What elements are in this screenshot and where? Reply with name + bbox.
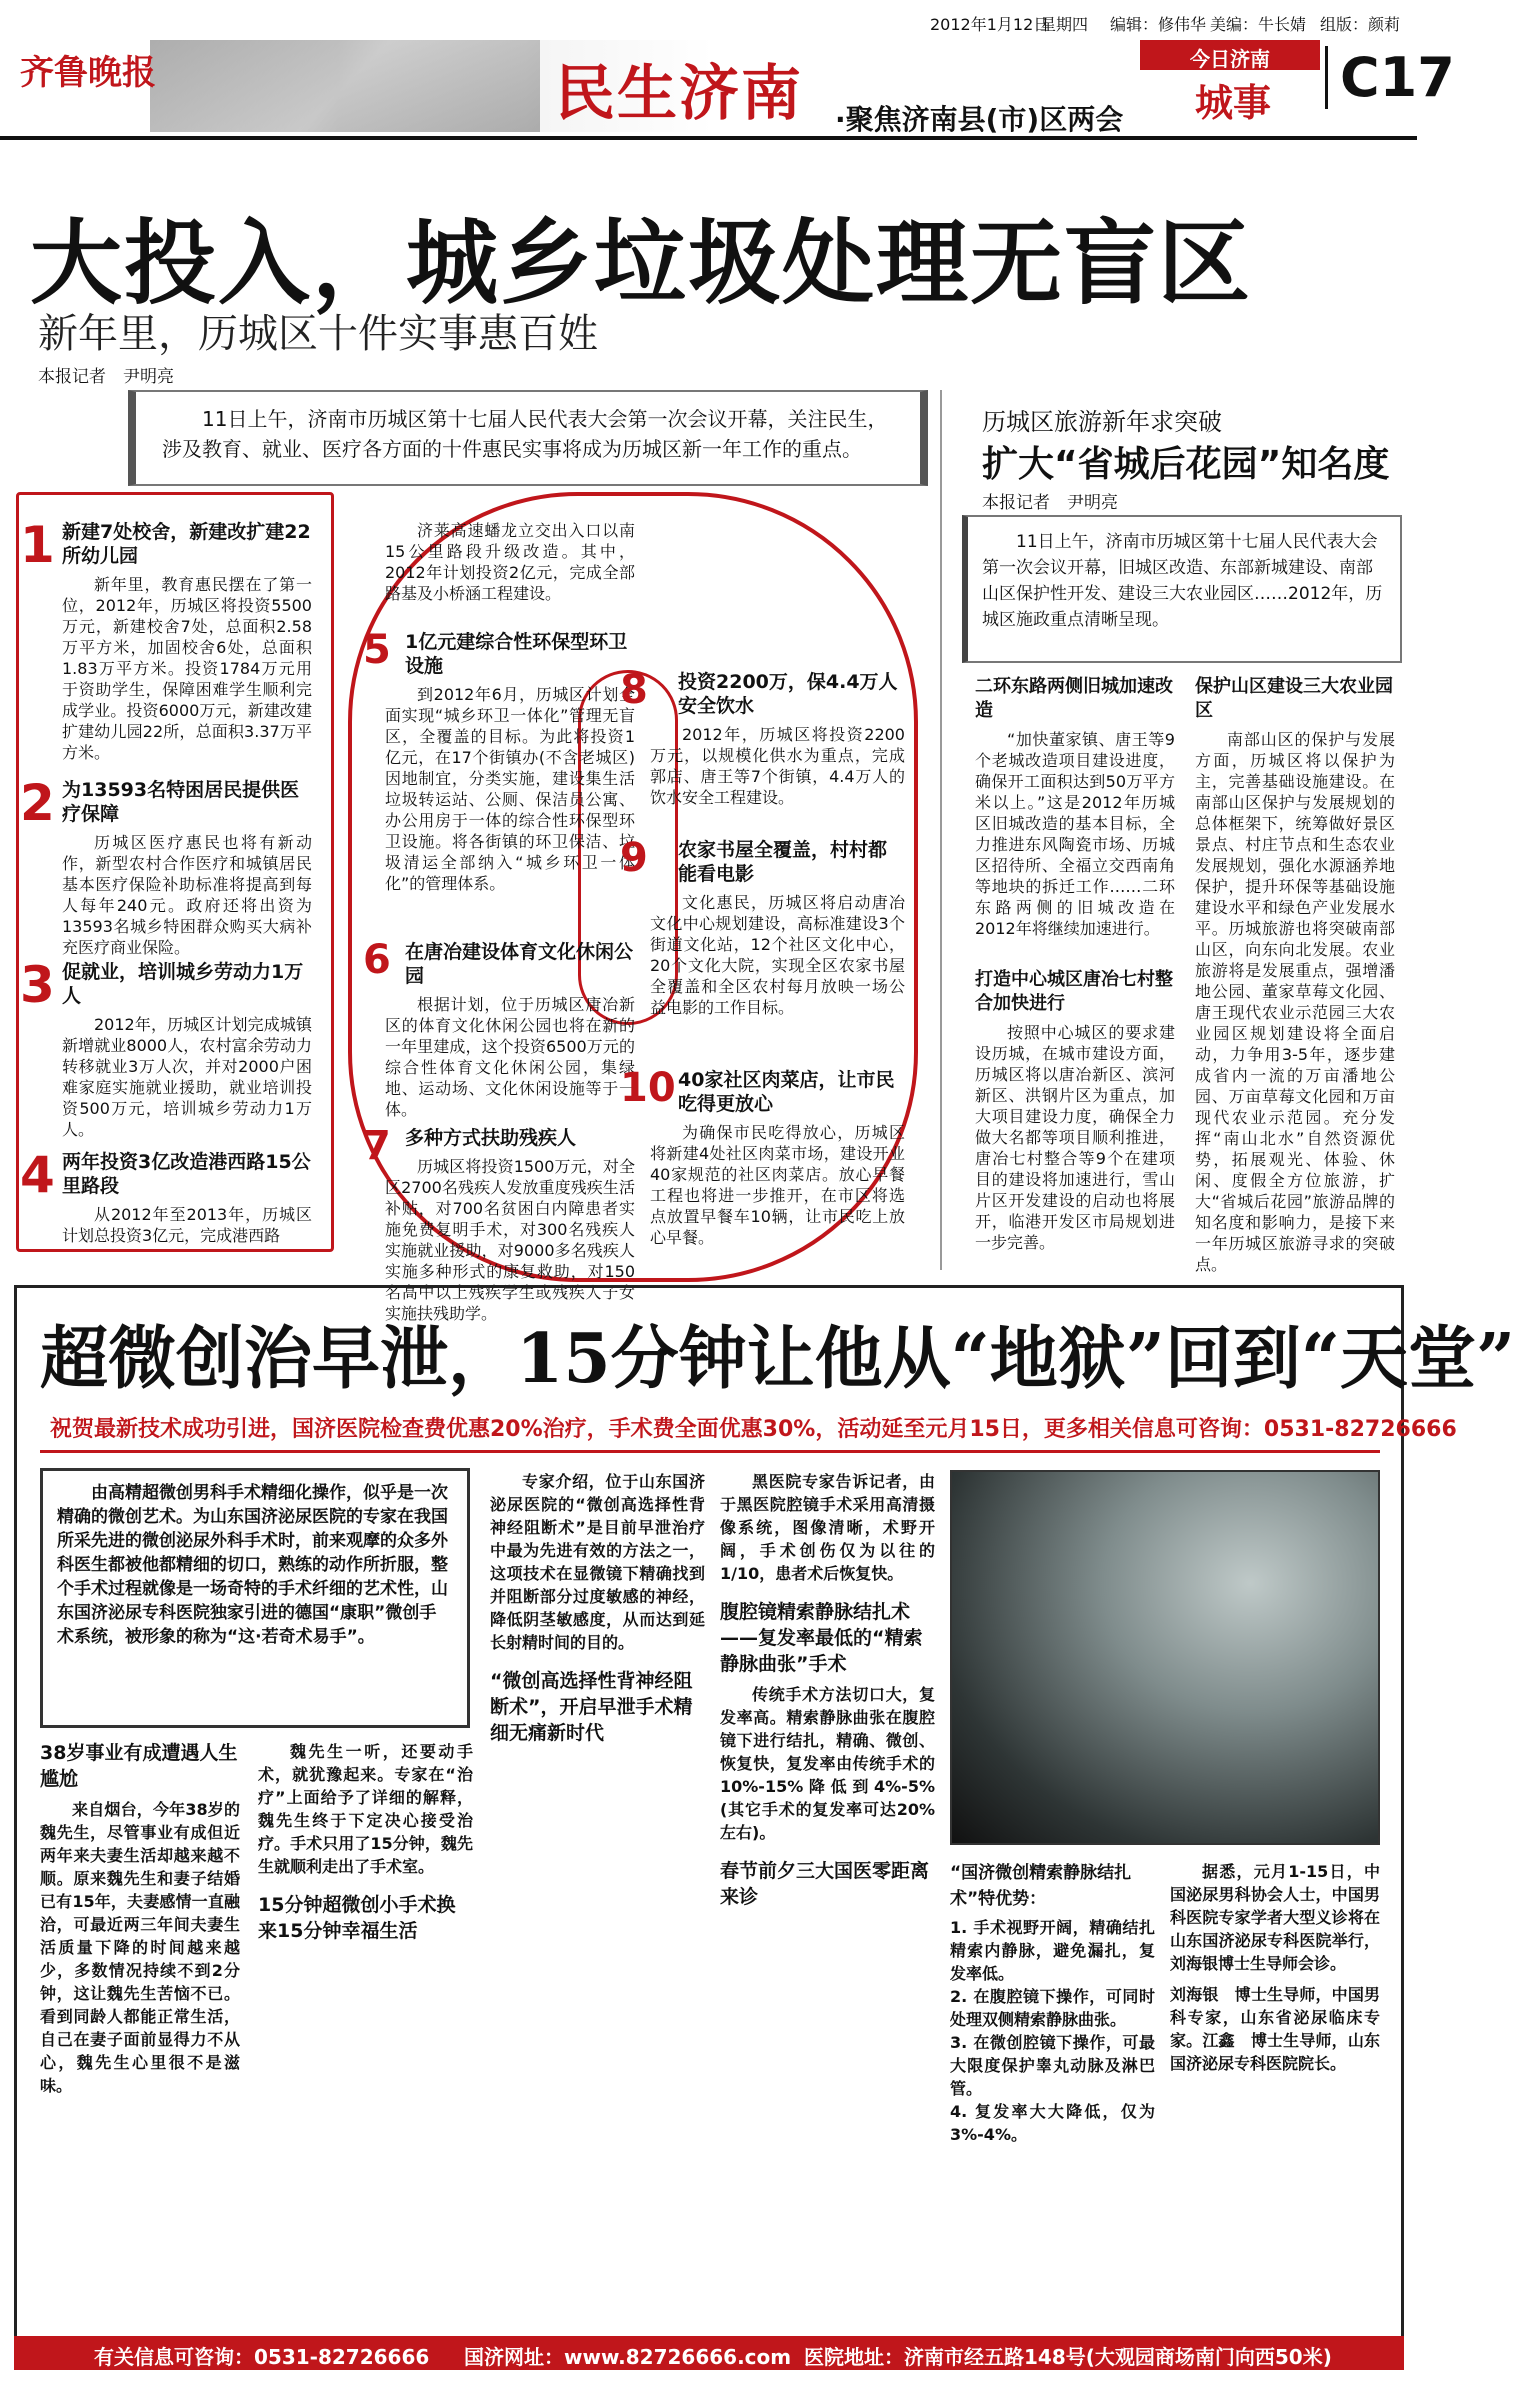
issue-weekday: 星期四 — [1040, 15, 1089, 34]
art-credit: 美编：牛长婧 — [1210, 15, 1307, 34]
main-byline: 本报记者 尹明亮 — [38, 367, 174, 387]
side-kicker: 历城区旅游新年求突破 — [982, 408, 1222, 436]
item-heading: 多种方式扶助残疾人 — [405, 1127, 577, 1149]
ad-column-4 — [720, 1470, 935, 1910]
item-3 — [20, 956, 312, 1140]
ad-subheading: 春节前夕三大国医零距离来诊 — [720, 1860, 930, 1908]
item-heading: 农家书屋全覆盖，村村都能看电影 — [678, 839, 888, 885]
side-headline: 扩大“省城后花园”知名度 — [982, 444, 1390, 485]
item-number: 6 — [363, 937, 391, 983]
ad-footer-website: 国济网址：www.82726666.com — [464, 2345, 792, 2369]
today-label: 今日济南 — [1140, 40, 1320, 70]
column-divider — [940, 390, 942, 1270]
main-lead: 11日上午，济南市历城区第十七届人民代表大会第一次会议开幕，关注民生，涉及教育、就业、医疗各方面的十件惠民实事将成为历城区新一年工作的重点。 — [162, 407, 888, 461]
section-title: 民生济南 — [555, 59, 803, 129]
ad-advantage-item: 1. 手术视野开阔，精确结扎精索内静脉，避免漏扎，复发率低。 — [950, 1918, 1155, 1983]
header-banner-photo — [150, 40, 540, 132]
ad-subheading: “微创高选择性背神经阻断术”，开启早泄手术精细无痛新时代 — [490, 1670, 693, 1744]
side-lead: 11日上午，济南市历城区第十七届人民代表大会第一次会议开幕，旧城区改造、东部新城建设、南部山区保护性开发、建设三大农业园区……2012年，历城区施政重点清晰呈现。 — [982, 532, 1383, 630]
ad-advantage-item: 3. 在微创腔镜下操作，可最大限度保护睾丸动脉及淋巴管。 — [950, 2033, 1155, 2098]
item-body: 为确保市民吃得放心，历城区将新建4处社区肉菜市场，建设开业40家规范的社区肉菜店。放心早餐工程也将进一步推开，在市区将选点放置早餐车10辆，让市民吃上放心早餐。 — [650, 1123, 905, 1247]
main-headline: 大投入，城乡垃圾处理无盲区 — [30, 210, 1253, 317]
item-heading: 为13593名特困居民提供医疗保障 — [62, 779, 300, 825]
ad-subheading: 38岁事业有成遭遇人生尴尬 — [40, 1742, 238, 1790]
item-body: 2012年，历城区将投资2200万元，以规模化供水为重点，完成郭店、唐王等7个街镇，4.4万人的饮水安全工程建设。 — [650, 725, 905, 807]
item-4 — [20, 1146, 312, 1246]
item-5 — [363, 627, 635, 894]
side-section-body: 南部山区的保护与发展方面，历城区将以保护为主，完善基础设施建设。在南部山区保护与发展规划的总体框架下，统筹做好景区景点、村庄节点和生态农业发展规划，强化水源涵养地保护，提升环保等基础设施建设水平和绿色产业发展水平。历城旅游也将突破南部山区，向东向北发展。农业旅游将是发展重点，强增潘地公园、董家草莓文化园、唐王现代农业示范园三大农业园区规划建设将全面启动，力争用3-5年，逐步建成省内一流的万亩潘地公园、万亩草莓文化园和万亩现代农业示范园。充分发挥“南山北水”自然资源优势，拓展观光、体验、休闲、度假全方位旅游，扩大“省城后花园”旅游品牌的知名度和影响力，是接下来一年历城区旅游寻求的突破点。 — [1195, 730, 1395, 1274]
item-number: 9 — [620, 835, 648, 881]
layout-credit: 组版：颜莉 — [1320, 15, 1401, 34]
main-subheadline: 新年里，历城区十件实事惠百姓 — [38, 311, 598, 357]
ad-footer — [14, 2336, 1404, 2370]
item-9 — [620, 835, 905, 1018]
item-6 — [363, 937, 635, 1120]
side-section-heading: 二环东路两侧旧城加速改造 — [975, 676, 1173, 721]
side-byline: 本报记者 尹明亮 — [982, 493, 1118, 513]
section-subtitle: ·聚焦济南县(市)区两会 — [835, 103, 1124, 136]
ad-advantage-item: 2. 在腹腔镜下操作，可同时处理双侧精索静脉曲张。 — [950, 1987, 1155, 2029]
ad-subheading: 腹腔镜精索静脉结扎术——复发率最低的“精索静脉曲张”手术 — [720, 1601, 923, 1675]
ad-experts: 刘海银 博士生导师，中国男科专家，山东省泌尿临床专家。江鑫 博士生导师，山东国济泌尿专科医院院长。 — [1170, 1985, 1380, 2073]
item-body: 文化惠民，历城区将启动唐冶文化中心规划建设，高标准建设3个街道文化站，12个社区文化中心，20个文化大院，实现全区农家书屋全覆盖和全区农村每月放映一场公益电影的工作目标。 — [650, 893, 905, 1017]
item-number: 4 — [20, 1146, 55, 1204]
item-2 — [20, 774, 312, 958]
item-heading: 新建7处校舍，新建改扩建22所幼儿园 — [62, 521, 311, 567]
item-number: 2 — [20, 774, 55, 832]
item-heading: 促就业，培训城乡劳动力1万人 — [62, 961, 304, 1007]
item-body: 2012年，历城区计划完成城镇新增就业8000人，农村富余劳动力转移就业3万人次，并对2000户困难家庭实施就业援助，就业培训投资500万元，培训城乡劳动力1万人。 — [62, 1015, 312, 1139]
item-heading: 两年投资3亿改造港西路15公里路段 — [62, 1151, 311, 1197]
item-body: 历城区将投资1500万元，对全区2700名残疾人发放重度残疾生活补贴，对700名贫困白内障患者实施免费复明手术，对300名残疾人实施就业援助，对9000多名残疾人实施多种形式的康复救助，对150名高中以上残疾学生或残疾人子女实施扶残助学。 — [385, 1157, 635, 1323]
item-number: 5 — [363, 627, 391, 673]
ad-intro-box — [40, 1468, 470, 1728]
ad-advantages — [950, 1860, 1155, 2146]
side-section-heading: 打造中心城区唐冶七村整合加快进行 — [975, 969, 1173, 1014]
item-body: 历城区医疗惠民也将有新动作，新型农村合作医疗和城镇居民基本医疗保险补助标准将提高到每人每年240元。政府还将出资为13593名城乡特困群众购买大病补充医疗商业保险。 — [62, 833, 312, 957]
side-section-body: 按照中心城区的要求建设历城，在城市建设方面，历城区将以唐冶新区、滨河新区、洪钢片区为重点，加大项目建设力度，确保全力做大名都等项目顺利推进，唐冶七村整合等9个在建项目的建设将加速进行，雪山片区开发建设的启动也将展开，临港开发区市局规划进一步完善。 — [975, 1023, 1175, 1252]
editor-credit: 编辑：修伟华 — [1110, 15, 1207, 34]
ad-column-1 — [40, 1740, 240, 2097]
item-number: 3 — [20, 956, 55, 1014]
road-continuation — [385, 520, 635, 604]
item-1 — [20, 516, 312, 763]
side-section-body: “加快董家镇、唐王等9个老城改造项目建设进度，确保开工面积达到50万平方米以上。”这是2012年历城区旧城改造的基本目标，全力推进东风陶瓷市场、历城区招待所、全福立交西南角等地块的拆迁工作……二环东路两侧的旧城改造在2012年将继续加速进行。 — [975, 730, 1175, 938]
ad-column-2 — [258, 1740, 473, 1944]
side-section-1 — [975, 675, 1175, 939]
item-number: 7 — [363, 1123, 391, 1169]
ad-subheading: 15分钟超微创小手术换来15分钟幸福生活 — [258, 1894, 456, 1942]
item-10 — [620, 1065, 905, 1248]
ad-body: 专家介绍，位于山东国济泌尿医院的“微创高选择性背神经阻断术”是目前早泄治疗中最为先进有效的方法之一，这项技术在显微镜下精确找到并阻断部分过度敏感的神经，降低阴茎敏感度，从而达到延长射精时间的目的。 — [490, 1472, 705, 1652]
main-lead-box — [128, 390, 928, 486]
item-heading: 在唐冶建设体育文化休闲公园 — [405, 941, 634, 987]
item-number: 8 — [620, 667, 648, 713]
item-heading: 40家社区肉菜店，让市民吃得更放心 — [678, 1069, 895, 1115]
item-heading: 1亿元建综合性环保型环卫设施 — [405, 631, 628, 677]
side-section-3 — [1195, 675, 1395, 1275]
ad-divider — [40, 1450, 1380, 1453]
ad-holiday-notice — [1170, 1860, 1380, 2075]
road-continuation-text: 济莱高速蟠龙立交出入口以南15公里路段升级改造。其中，2012年计划投资2亿元，完成全部路基及小桥涵工程建设。 — [385, 521, 635, 603]
category-label: 城事 — [1195, 81, 1272, 125]
surgery-photo — [950, 1470, 1380, 1845]
item-body: 从2012年至2013年，历城区计划总投资3亿元，完成港西路 — [62, 1205, 312, 1245]
ad-body: 来自烟台，今年38岁的魏先生，尽管事业有成但近两年来夫妻生活却越来越不顺。原来魏先生和妻子结婚已有15年，夫妻感情一直融洽，可最近两三年间夫妻生活质量下降的时间越来越少，多数情况持续不到2分钟，这让魏先生苦恼不已。看到同龄人都能正常生活，自己在妻子面前显得力不从心，魏先生心里很不是滋味。 — [40, 1800, 240, 2095]
side-section-2 — [975, 968, 1175, 1253]
ad-footer-address: 医院地址：济南市经五路148号(大观园商场南门向西50米) — [804, 2345, 1332, 2369]
ad-body: 传统手术方法切口大，复发率高。精索静脉曲张在腹腔镜下进行结扎，精确、微创、恢复快，复发率由传统手术的10%-15%降低到4%-5%(其它手术的复发率可达20%左右)。 — [720, 1685, 935, 1842]
ad-footer-phone: 有关信息可咨询：0531-82726666 — [94, 2345, 430, 2369]
issue-date: 2012年1月12日 — [930, 15, 1050, 34]
item-body: 新年里，教育惠民摆在了第一位，2012年，历城区将投资5500万元，新建校舍7处，总面积2.58万平方米，加固校舍6处，总面积1.83万平方米。投资1784万元用于资助学生，保障困难学生顺利完成学业。投资6000万元，新建改建扩建幼儿园22所，总面积3.37万平方米。 — [62, 575, 312, 762]
item-body: 根据计划，位于历城区唐冶新区的体育文化休闲公园也将在新的一年里建成，这个投资6500万元的综合性体育文化休闲公园，集绿地、运动场、文化休闲设施等于一体。 — [385, 995, 635, 1119]
item-8 — [620, 667, 905, 808]
item-number: 1 — [20, 516, 55, 574]
ad-headline: 超微创治早泄，15分钟让他从“地狱”回到“天堂” — [40, 1319, 1515, 1399]
ad-body: 魏先生一听，还要动手术，就犹豫起来。专家在“治疗”上面给予了详细的解释，魏先生终于下定决心接受治疗。手术只用了15分钟，魏先生就顺利走出了手术室。 — [258, 1742, 473, 1876]
item-body: 到2012年6月，历城区计划全面实现“城乡环卫一体化”管理无盲区，全覆盖的目标。为此将投资1亿元，在17个街镇办(不含老城区)因地制宜，分类实施，建设集生活垃圾转运站、公厕、保洁员公寓、办公用房于一体的综合性环保型环卫设施。将各街镇的环卫保洁、垃圾清运全部纳入“城乡环卫一体化”的管理体系。 — [385, 685, 635, 893]
item-heading: 投资2200万，保4.4万人安全饮水 — [678, 671, 898, 717]
ad-advantage-item: 4. 复发率大大降低，仅为3%-4%。 — [950, 2102, 1155, 2144]
ad-holiday-text: 据悉，元月1-15日，中国泌尿男科协会人士，中国男科医院专家学者大型义诊将在山东国济泌尿专科医院举行，刘海银博士生导师会诊。 — [1170, 1862, 1380, 1973]
masthead-info-bar — [0, 0, 1417, 40]
ad-column-3 — [490, 1470, 705, 1746]
ad-advantages-heading: “国济微创精索静脉结扎术”特优势： — [950, 1863, 1132, 1909]
ad-intro: 由高精超微创男科手术精细化操作，似乎是一次精确的微创艺术。为山东国济泌尿医院的专家在我国所采先进的微创泌尿外科手术时，前来观摩的众多外科医生都被他都精细的切口，熟练的动作所折服，整个手术过程就像是一场奇特的手术纤细的艺术性，山东国济泌尿专科医院独家引进的德国“康职”微创手术系统，被形象的称为“这·若奇术易手”。 — [57, 1483, 448, 1647]
page-number: C17 — [1325, 46, 1455, 109]
newspaper-logo: 齐鲁晚报 — [20, 53, 156, 93]
side-section-heading: 保护山区建设三大农业园区 — [1195, 676, 1393, 721]
ad-body: 黑医院专家告诉记者，由于黑医院腔镜手术采用高清摄像系统，图像清晰，术野开阔，手术创伤仅为以往的1/10，患者术后恢复快。 — [720, 1472, 935, 1583]
ad-promo-line: 祝贺最新技术成功引进，国济医院检查费优惠20%治疗，手术费全面优惠30%，活动延至元月15日，更多相关信息可咨询：0531-82726666 — [50, 1417, 1457, 1442]
side-lead-box — [962, 515, 1402, 663]
item-number: 10 — [620, 1065, 676, 1111]
